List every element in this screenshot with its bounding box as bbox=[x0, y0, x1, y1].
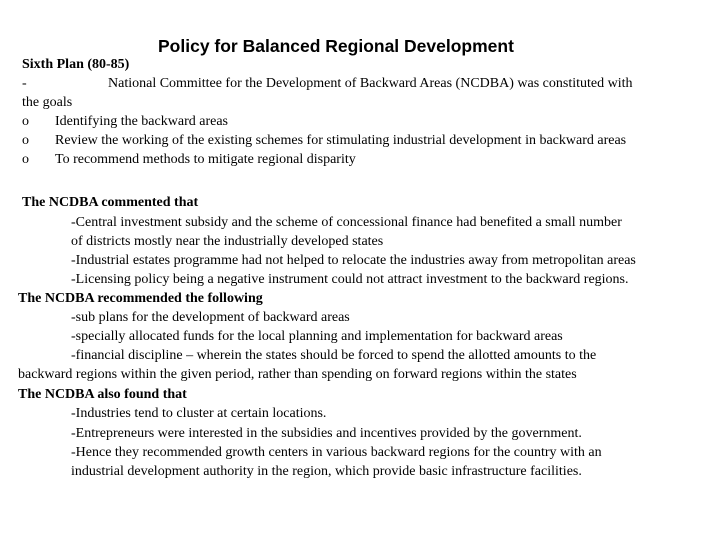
commented-heading: The NCDBA commented that bbox=[22, 195, 199, 210]
found-line: -Industries tend to cluster at certain locations. bbox=[71, 406, 327, 421]
bullet-marker: o bbox=[22, 114, 29, 129]
recommended-line: -sub plans for the development of backward areas bbox=[71, 310, 350, 325]
recommended-line: backward regions within the given period, rather than spending on forward regions within the states bbox=[18, 367, 577, 382]
found-line: -Hence they recommended growth centers in various backward regions for the country with an bbox=[71, 445, 602, 460]
bullet-marker: o bbox=[22, 152, 29, 167]
recommended-line: -specially allocated funds for the local planning and implementation for backward areas bbox=[71, 329, 563, 344]
sixth-plan-heading: Sixth Plan (80-85) bbox=[22, 57, 130, 72]
recommended-line: -financial discipline – wherein the states should be forced to spend the allotted amounts to the bbox=[71, 348, 597, 363]
found-line: -Entrepreneurs were interested in the subsidies and incentives provided by the government. bbox=[71, 426, 582, 441]
found-heading: The NCDBA also found that bbox=[18, 387, 187, 402]
recommended-heading: The NCDBA recommended the following bbox=[18, 291, 263, 306]
goals-line: the goals bbox=[22, 95, 73, 110]
goal-item: To recommend methods to mitigate regional disparity bbox=[55, 152, 356, 167]
dash-marker: - bbox=[22, 76, 27, 91]
goal-item: Identifying the backward areas bbox=[55, 114, 228, 129]
bullet-marker: o bbox=[22, 133, 29, 148]
found-line: industrial development authority in the region, which provide basic infrastructure facilities. bbox=[71, 464, 582, 479]
page-title: Policy for Balanced Regional Development bbox=[158, 36, 514, 56]
goal-item: Review the working of the existing schemes for stimulating industrial development in backward areas bbox=[55, 133, 627, 148]
commented-line: of districts mostly near the industrially developed states bbox=[71, 234, 384, 249]
ncdba-constitution-line: National Committee for the Development of Backward Areas (NCDBA) was constituted with bbox=[108, 76, 633, 91]
commented-line: -Licensing policy being a negative instrument could not attract investment to the backward regions. bbox=[71, 272, 629, 287]
commented-line: -Industrial estates programme had not helped to relocate the industries away from metropolitan areas bbox=[71, 253, 636, 268]
commented-line: -Central investment subsidy and the scheme of concessional finance had benefited a small number bbox=[71, 215, 622, 230]
